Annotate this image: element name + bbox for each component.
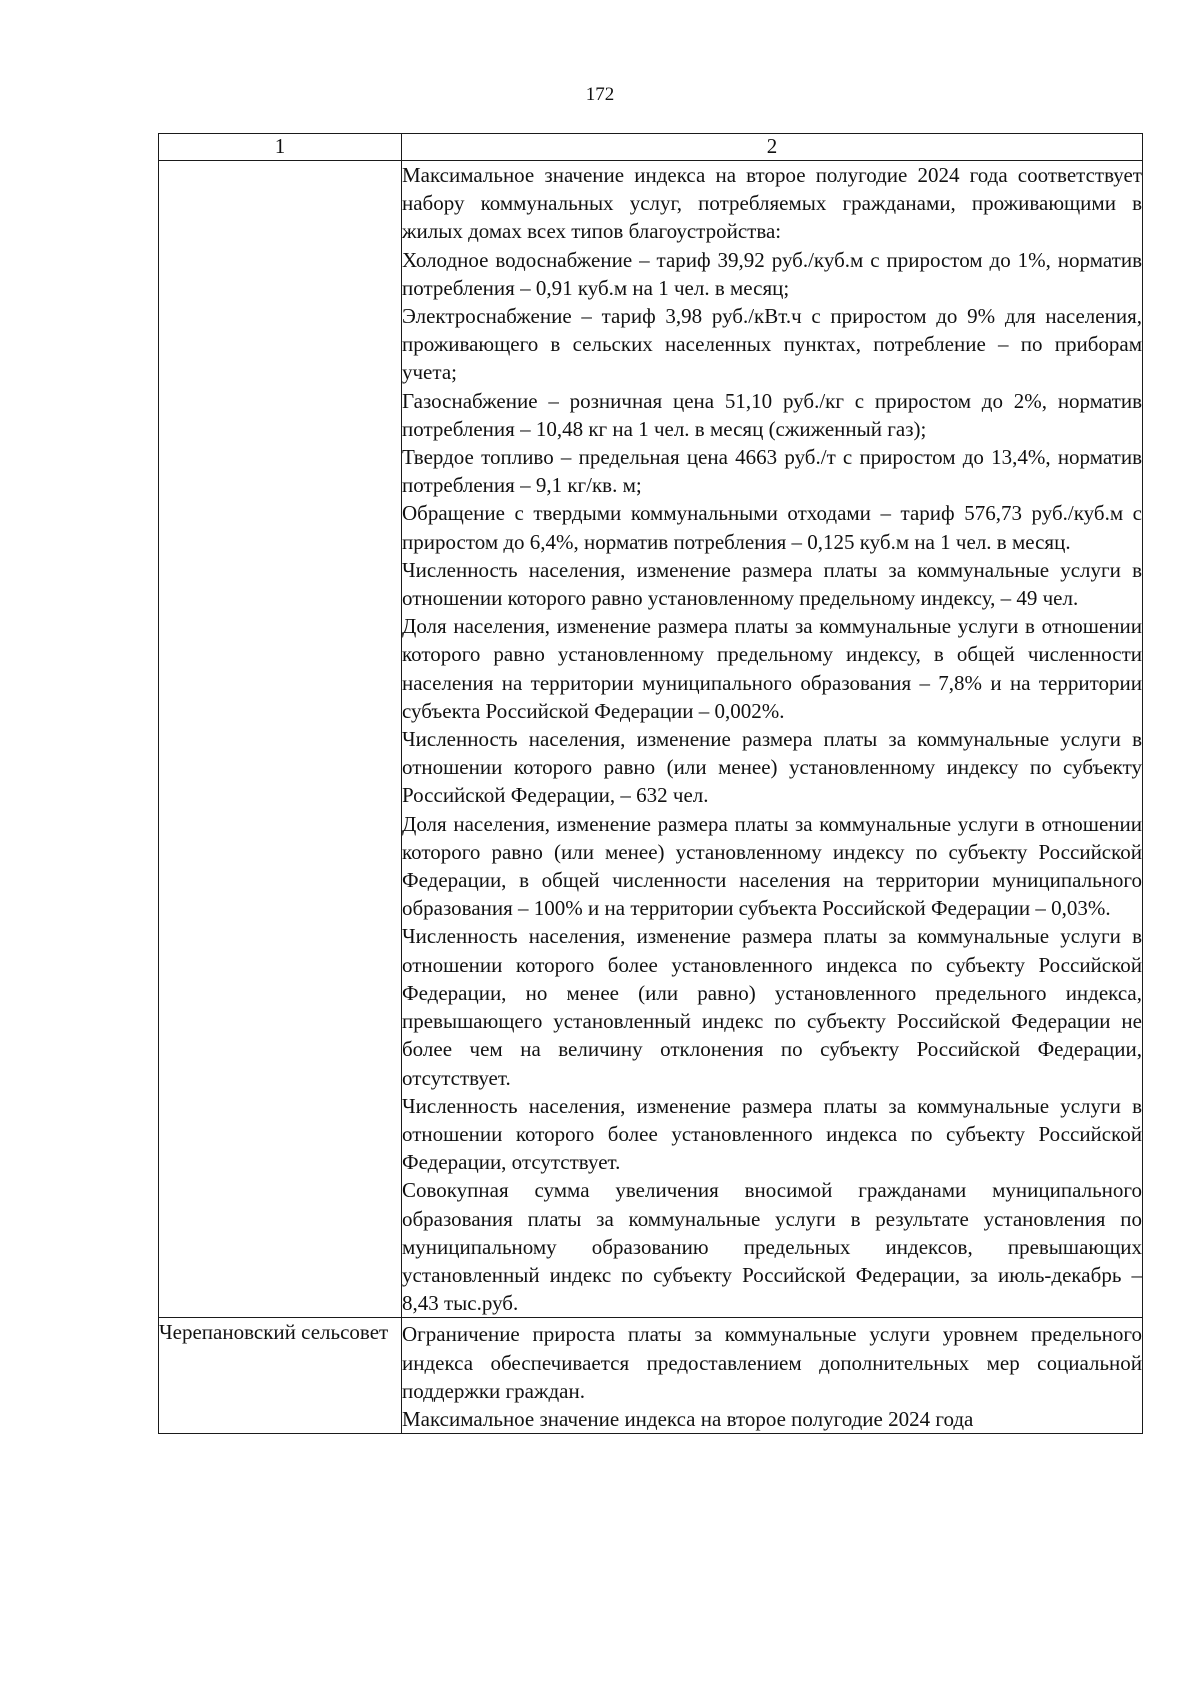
paragraph-population-more-within: Численность населения, изменение размера платы за коммунальные услуги в отношении которого более установленного индекса по субъекту Российской Федерации, но менее (или равно) установленного предельного индекса, превышающего установленный индекс по субъекту Российской Федерации не более чем на величину отклонения по субъекту Российской Федерации, отсутствует. — [402, 924, 1142, 1090]
paragraph-population-equal: Численность населения, изменение размера платы за коммунальные услуги в отношении которого равно установленному предельному индексу, – 49 чел. — [402, 557, 1142, 611]
table-row — [159, 161, 1143, 1318]
paragraph-gas: Газоснабжение – розничная цена 51,10 руб./кг с приростом до 2%, норматив потребления – 10,48 кг на 1 чел. в месяц (сжиженный газ); — [402, 388, 1142, 441]
paragraph-cold-water: Холодное водоснабжение – тариф 39,92 руб./куб.м с приростом до 1%, норматив потребления – 0,91 куб.м на 1 чел. в месяц; — [402, 247, 1142, 300]
paragraph-solid-fuel: Твердое топливо – предельная цена 4663 руб./т с приростом до 13,4%, норматив потребления – 9,1 кг/кв. м; — [402, 445, 1142, 498]
description-cell — [402, 1318, 1143, 1434]
column-header-1: 1 — [159, 134, 402, 161]
paragraph-population-more: Численность населения, изменение размера платы за коммунальные услуги в отношении которого более установленного индекса по субъекту Российской Федерации, отсутствует. — [402, 1093, 1142, 1175]
page-number: 172 — [585, 84, 615, 105]
paragraph-max-index: Максимальное значение индекса на второе полугодие 2024 года — [402, 1406, 974, 1431]
paragraph-max-index: Максимальное значение индекса на второе полугодие 2024 года соответствует набору коммунальных услуг, потребляемых гражданами, проживающими в жилых домах всех типов благоустройства: — [402, 163, 1142, 244]
document-table — [158, 133, 1143, 1434]
paragraph-solid-waste: Обращение с твердыми коммунальными отходами – тариф 576,73 руб./куб.м с приростом до 6,4%, норматив потребления – 0,125 куб.м на 1 чел. в месяц. — [402, 501, 1142, 554]
paragraph-growth-limit: Ограничение прироста платы за коммунальные услуги уровнем предельного индекса обеспечивается предоставлением дополнительных мер социальной поддержки граждан. — [402, 1322, 1142, 1403]
paragraph-population-less: Численность населения, изменение размера платы за коммунальные услуги в отношении которого равно (или менее) установленному индексу по субъекту Российской Федерации, – 632 чел. — [402, 727, 1142, 808]
municipality-name-cell — [159, 161, 402, 1318]
paragraph-share-less: Доля населения, изменение размера платы за коммунальные услуги в отношении которого равно (или менее) установленному индексу по субъекту Российской Федерации, в общей численности населения на территории муниципального образования – 100% и на территории субъекта Российской Федерации – 0,03%. — [402, 811, 1142, 921]
table-row — [159, 1318, 1143, 1434]
paragraph-total-sum: Совокупная сумма увеличения вносимой гражданами муниципального образования платы за коммунальные услуги в результате установления по муниципальному образованию предельных индексов, превышающих установленный индекс по субъекту Российской Федерации, за июль-декабрь – 8,43 тыс.руб. — [402, 1178, 1142, 1316]
paragraph-electricity: Электроснабжение – тариф 3,98 руб./кВт.ч с приростом до 9% для населения, проживающего в сельских населенных пунктах, потребление – по приборам учета; — [402, 304, 1142, 385]
column-header-2: 2 — [402, 134, 1143, 161]
table-header-row — [159, 134, 1143, 161]
description-cell — [402, 161, 1143, 1318]
municipality-name-cell: Черепановский сельсовет — [159, 1318, 402, 1434]
paragraph-share-equal: Доля населения, изменение размера платы за коммунальные услуги в отношении которого равно установленному предельному индексу, в общей численности населения на территории муниципального образования – 7,8% и на территории субъекта Российской Федерации – 0,002%. — [402, 614, 1142, 723]
